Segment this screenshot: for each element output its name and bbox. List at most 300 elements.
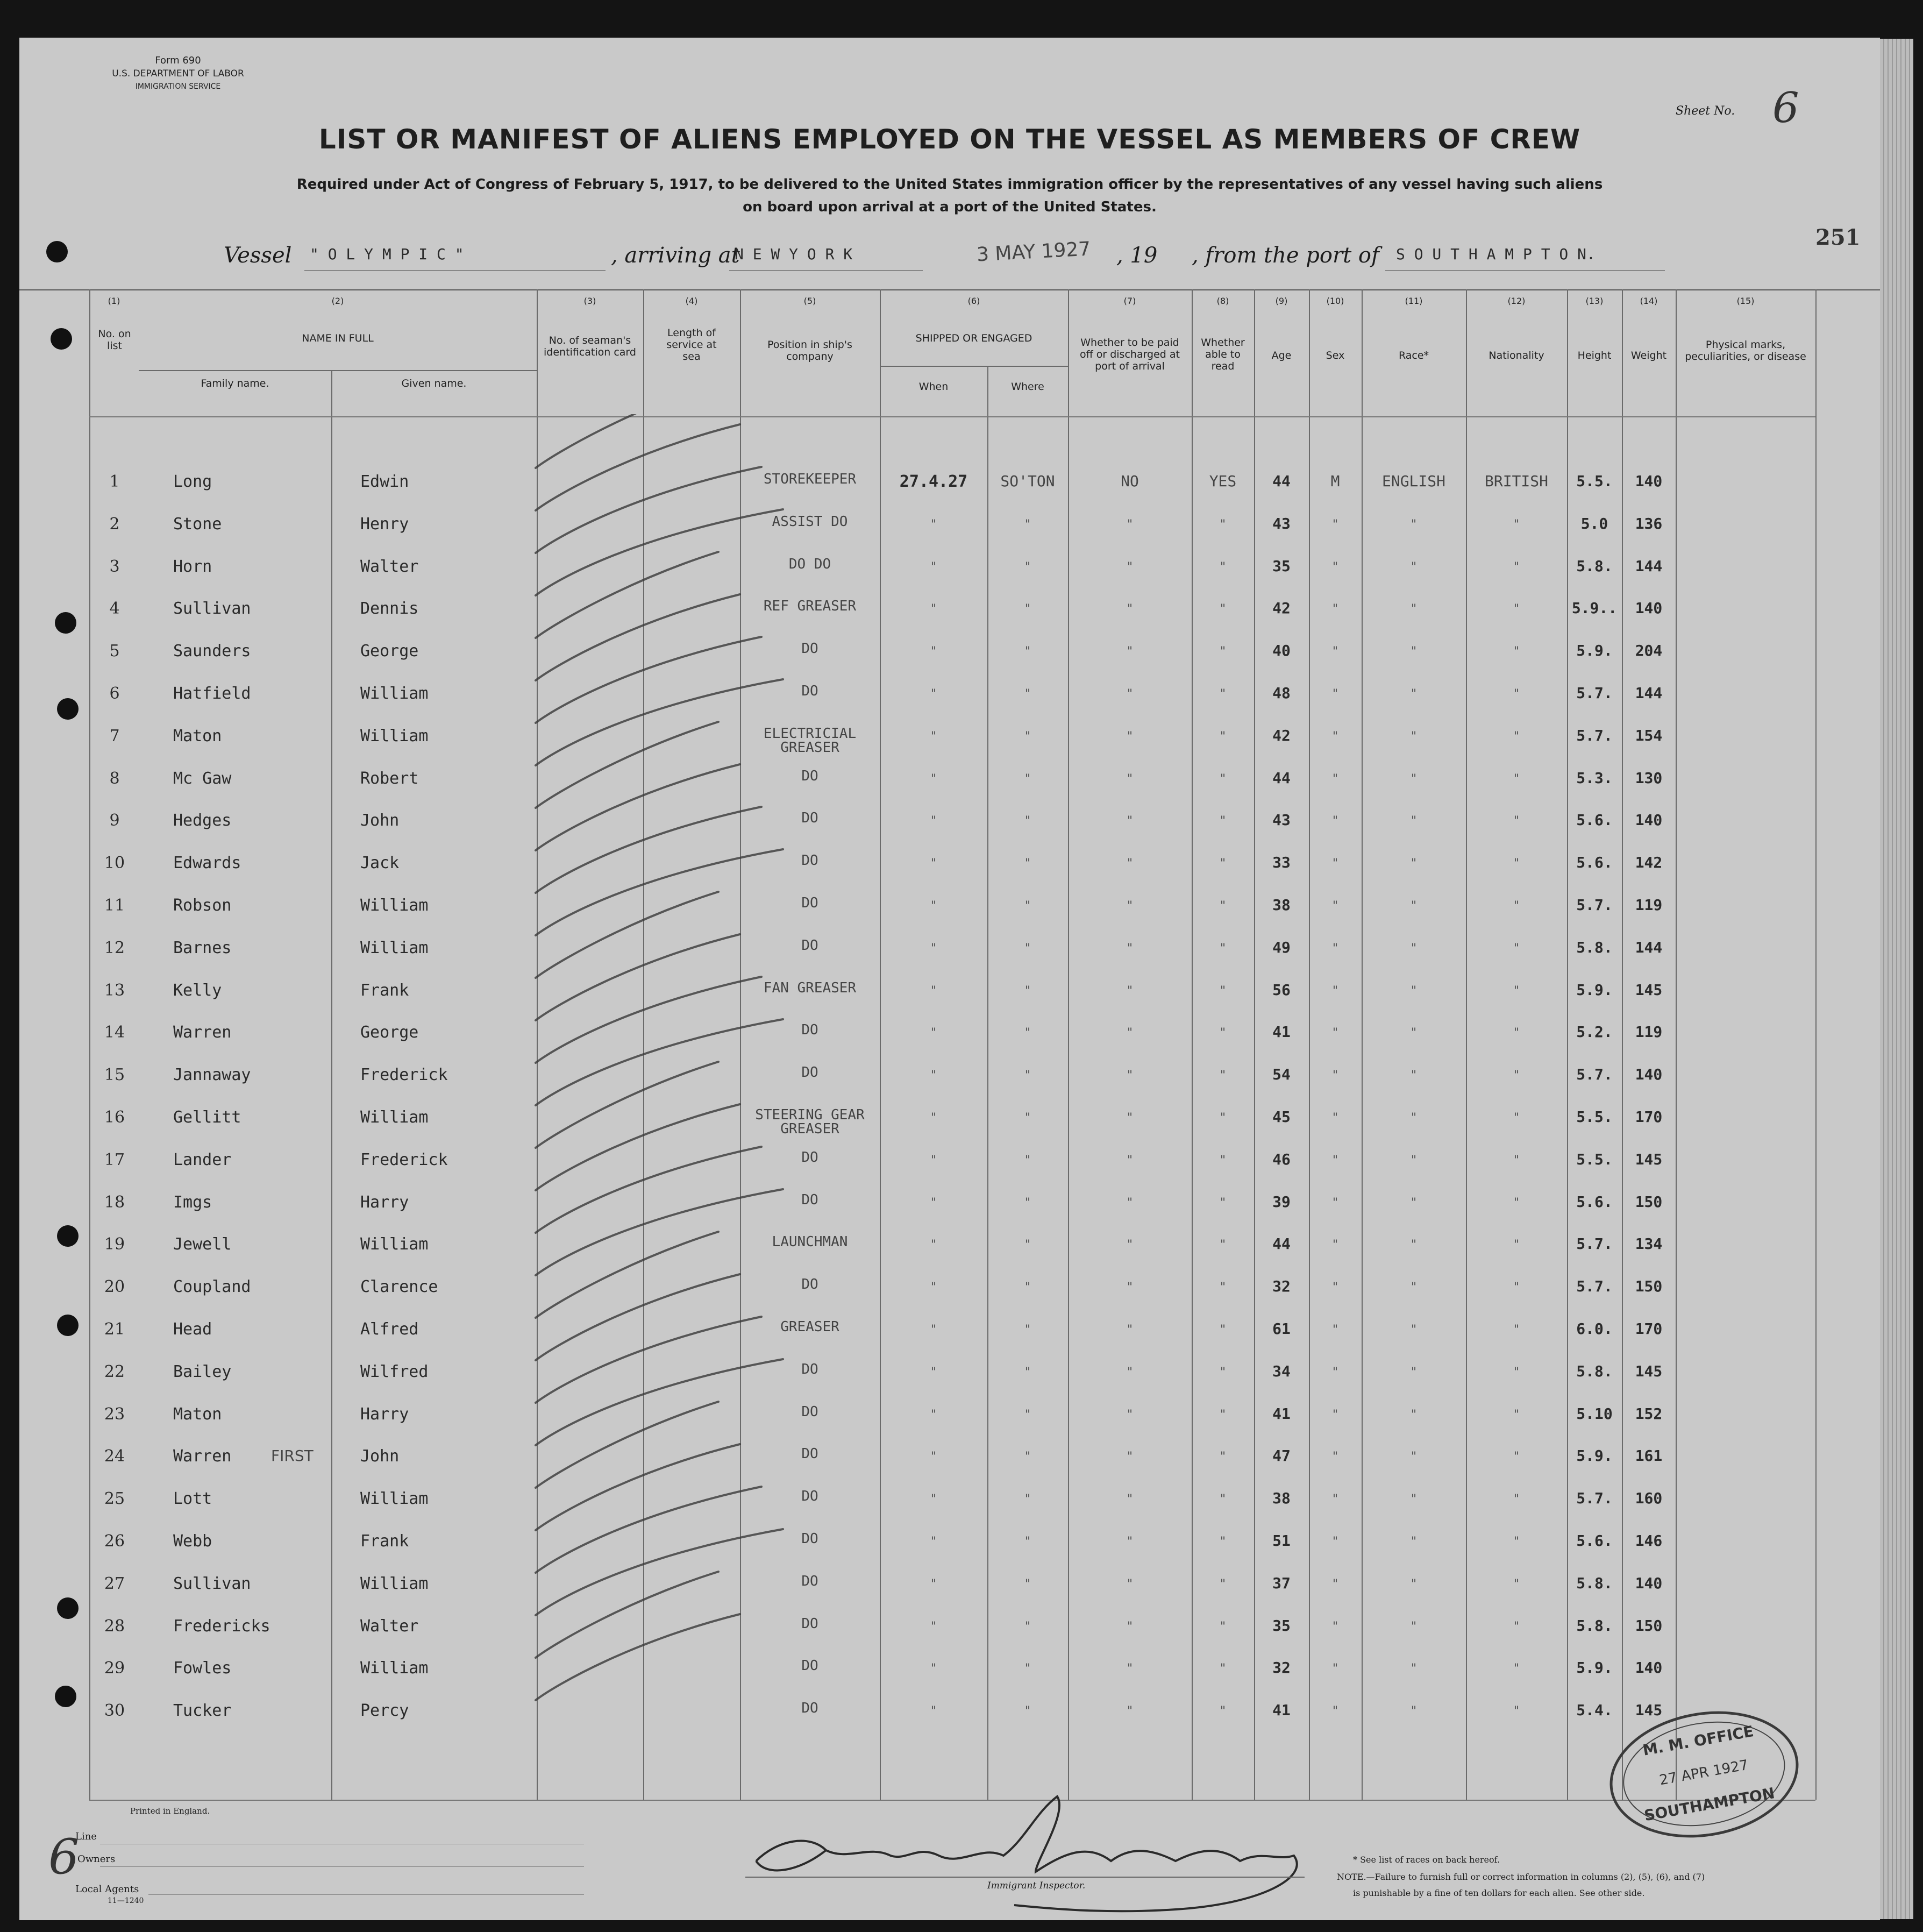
position: DO	[801, 1658, 818, 1674]
ditto-mark: "	[1219, 1111, 1227, 1125]
ditto-mark: "	[1126, 1535, 1134, 1549]
col-header-nationality: Nationality	[1488, 350, 1544, 361]
ditto-mark: "	[1410, 1620, 1418, 1633]
ditto-mark: "	[930, 1535, 937, 1549]
ditto-mark: "	[1126, 1238, 1134, 1252]
table-row	[19, 550, 1880, 592]
ditto-mark: "	[1024, 1365, 1031, 1379]
height: 5.6.	[1576, 1192, 1613, 1211]
ditto-mark: "	[930, 857, 937, 871]
ditto-mark: "	[1024, 729, 1031, 743]
position: DO	[801, 1700, 818, 1717]
nationality: BRITISH	[1484, 472, 1548, 490]
col-header-given: Given name.	[401, 378, 467, 389]
ditto-mark: "	[930, 772, 937, 786]
table-row	[19, 1609, 1880, 1651]
col-header-sex: Sex	[1326, 350, 1345, 361]
ditto-mark: "	[1513, 1323, 1520, 1337]
position: DO	[801, 937, 818, 954]
weight: 145	[1635, 1701, 1663, 1720]
col-header-no: No. on list	[98, 328, 131, 352]
date-stamp: 3 MAY 1927	[976, 238, 1092, 266]
height: 5.5.	[1576, 1108, 1613, 1126]
col-number: (7)	[1123, 296, 1136, 306]
ditto-mark: "	[1410, 1577, 1418, 1591]
row-number: 4	[109, 599, 120, 619]
ditto-mark: "	[1126, 1323, 1134, 1337]
ditto-mark: "	[930, 1662, 937, 1676]
ditto-mark: "	[930, 1450, 937, 1464]
ditto-mark: "	[1219, 517, 1227, 531]
arrival-port: N E W Y O R K	[735, 245, 853, 263]
ditto-mark: "	[1513, 729, 1520, 743]
footer-line	[148, 1894, 584, 1895]
ditto-mark: "	[1024, 941, 1031, 955]
table-row	[19, 1143, 1880, 1185]
family-name: Jannaway	[173, 1066, 251, 1085]
age: 44	[1272, 1235, 1291, 1253]
table-row	[19, 507, 1880, 549]
ditto-mark: "	[1126, 1365, 1134, 1379]
table-row	[19, 1524, 1880, 1566]
age: 39	[1272, 1192, 1291, 1211]
ditto-mark: "	[1410, 729, 1418, 743]
family-name: Coupland	[173, 1277, 251, 1297]
crew-table-body	[19, 38, 1880, 1920]
ditto-mark: "	[1219, 1620, 1227, 1633]
position: GREASER	[780, 1319, 839, 1335]
height: 5.7.	[1576, 1489, 1613, 1508]
col-number: (15)	[1736, 296, 1755, 306]
footer-line	[100, 1866, 584, 1867]
inspector-signature	[735, 1780, 1348, 1920]
position: REF GREASER	[763, 598, 857, 615]
ditto-mark: "	[1219, 857, 1227, 871]
sex: M	[1330, 472, 1340, 490]
ditto-mark: "	[1219, 1704, 1227, 1718]
family-name: Kelly	[173, 981, 222, 1000]
ditto-mark: "	[1410, 1662, 1418, 1676]
ditto-mark: "	[1513, 645, 1520, 659]
family-name: Bailey	[173, 1362, 232, 1381]
height: 5.7.	[1576, 1235, 1613, 1253]
height: 5.7.	[1576, 684, 1613, 702]
manifest-sheet	[19, 38, 1880, 1920]
weight: 119	[1635, 896, 1663, 914]
height: 5.8.	[1576, 557, 1613, 575]
ditto-mark: "	[1410, 1408, 1418, 1422]
ditto-mark: "	[1126, 729, 1134, 743]
height: 5.8.	[1576, 1574, 1613, 1592]
table-row	[19, 1397, 1880, 1439]
col-header-height: Height	[1577, 350, 1612, 361]
row-number: 21	[104, 1320, 125, 1339]
age: 35	[1272, 557, 1291, 575]
age: 41	[1272, 1701, 1291, 1720]
ditto-mark: "	[1024, 984, 1031, 998]
ditto-mark: "	[1410, 1196, 1418, 1210]
ditto-mark: "	[930, 687, 937, 701]
position: DO	[801, 1276, 818, 1293]
family-name: Maton	[173, 1404, 222, 1424]
height: 5.8.	[1576, 1362, 1613, 1380]
ditto-mark: "	[930, 1069, 937, 1083]
position: DO	[801, 1022, 818, 1039]
family-name: Fowles	[173, 1659, 232, 1678]
ditto-mark: "	[1513, 857, 1520, 871]
age: 34	[1272, 1362, 1291, 1380]
weight: 145	[1635, 981, 1663, 999]
ditto-mark: "	[1219, 1577, 1227, 1591]
weight: 144	[1635, 938, 1663, 956]
ditto-mark: "	[1331, 1704, 1339, 1718]
family-name: Stone	[173, 514, 222, 534]
col-header-name: NAME IN FULL	[302, 332, 374, 344]
form-number: Form 690	[155, 55, 201, 66]
ditto-mark: "	[930, 899, 937, 913]
ditto-mark: "	[1410, 814, 1418, 828]
col-number: (10)	[1326, 296, 1344, 306]
weight: 204	[1635, 642, 1663, 660]
age: 44	[1272, 769, 1291, 787]
weight: 154	[1635, 726, 1663, 744]
family-name: Warren	[173, 1023, 232, 1042]
given-name: William	[360, 684, 429, 703]
family-name: Saunders	[173, 642, 251, 661]
family-name: Sullivan	[173, 599, 251, 619]
ditto-mark: "	[930, 1153, 937, 1167]
ditto-mark: "	[1219, 1662, 1227, 1676]
position: ASSIST DO	[772, 513, 848, 530]
ditto-mark: "	[930, 1196, 937, 1210]
family-name: Webb	[173, 1532, 212, 1551]
signature-caption: Immigrant Inspector.	[987, 1880, 1086, 1891]
col-number: (3)	[583, 296, 596, 306]
age: 47	[1272, 1447, 1291, 1465]
col-header-paid-off: Whether to be paid off or discharged at port of arrival	[1079, 337, 1180, 372]
age: 43	[1272, 514, 1291, 532]
ditto-mark: "	[1513, 1365, 1520, 1379]
ditto-mark: "	[1410, 1111, 1418, 1125]
ditto-mark: "	[1410, 1704, 1418, 1718]
ditto-mark: "	[1410, 941, 1418, 955]
height: 5.5.	[1576, 472, 1613, 490]
ditto-mark: "	[1219, 1069, 1227, 1083]
given-name: William	[360, 1489, 429, 1509]
ditto-mark: "	[1331, 1365, 1339, 1379]
paid-off: NO	[1121, 472, 1139, 490]
ditto-mark: "	[1410, 1026, 1418, 1040]
ditto-mark: "	[1331, 645, 1339, 659]
department-name: U.S. DEPARTMENT OF LABOR	[112, 68, 244, 79]
weight: 150	[1635, 1277, 1663, 1296]
col-header-read: Whether able to read	[1201, 337, 1245, 372]
position: ELECTRICIAL GREASER	[763, 725, 857, 756]
height: 5.9.	[1576, 1659, 1613, 1677]
ditto-mark: "	[1219, 1196, 1227, 1210]
ditto-mark: "	[930, 1365, 937, 1379]
ditto-mark: "	[1024, 602, 1031, 616]
family-name: Warren	[173, 1447, 232, 1466]
ditto-mark: "	[1126, 1281, 1134, 1295]
ditto-mark: "	[930, 1577, 937, 1591]
ditto-mark: "	[1126, 941, 1134, 955]
ditto-mark: "	[1513, 560, 1520, 574]
col-number: (8)	[1216, 296, 1229, 306]
position: DO	[801, 1615, 818, 1632]
given-name: John	[360, 811, 400, 830]
family-name: Horn	[173, 557, 212, 576]
ditto-mark: "	[1410, 602, 1418, 616]
ditto-mark: "	[1410, 899, 1418, 913]
weight: 119	[1635, 1023, 1663, 1041]
family-name: Long	[173, 472, 212, 491]
ditto-mark: "	[930, 1704, 937, 1718]
ditto-mark: "	[1024, 1662, 1031, 1676]
height: 5.10	[1576, 1404, 1613, 1423]
weight: 150	[1635, 1616, 1663, 1635]
age: 51	[1272, 1532, 1291, 1550]
position: DO DO	[788, 556, 831, 572]
ditto-mark: "	[1513, 1662, 1520, 1676]
printed-note: Printed in England.	[130, 1806, 210, 1816]
agents-label: Local Agents	[75, 1884, 139, 1895]
height: 5.0	[1580, 514, 1608, 532]
age: 54	[1272, 1066, 1291, 1084]
ditto-mark: "	[1126, 1069, 1134, 1083]
ditto-mark: "	[1219, 899, 1227, 913]
weight: 142	[1635, 854, 1663, 872]
given-name: Harry	[360, 1192, 409, 1212]
ditto-mark: "	[1219, 1493, 1227, 1507]
given-name: Clarence	[360, 1277, 438, 1297]
margin-mark: 6	[48, 1829, 80, 1885]
row-number: 23	[104, 1404, 125, 1424]
row-number: 11	[104, 896, 125, 915]
col-number: (13)	[1585, 296, 1604, 306]
position: LAUNCHMAN	[772, 1234, 848, 1251]
arriving-label: , arriving at	[611, 243, 740, 268]
table-row	[19, 931, 1880, 973]
height: 5.7.	[1576, 896, 1613, 914]
ditto-mark: "	[1219, 602, 1227, 616]
given-name: Harry	[360, 1404, 409, 1424]
penalty-note-2: is punishable by a fine of ten dollars for each alien. See other side.	[1353, 1888, 1645, 1898]
ditto-mark: "	[1126, 1026, 1134, 1040]
ditto-mark: "	[1410, 1493, 1418, 1507]
weight: 140	[1635, 1574, 1663, 1592]
ditto-mark: "	[1024, 517, 1031, 531]
ditto-mark: "	[1126, 1450, 1134, 1464]
col-number: (14)	[1640, 296, 1658, 306]
age: 43	[1272, 811, 1291, 829]
line-label: Line	[75, 1831, 97, 1842]
position: STEERING GEAR GREASER	[755, 1107, 865, 1137]
family-name: Lott	[173, 1489, 212, 1509]
weight: 140	[1635, 1659, 1663, 1677]
given-name: Walter	[360, 1616, 419, 1636]
weight: 130	[1635, 769, 1663, 787]
given-name: George	[360, 1023, 419, 1042]
weight: 144	[1635, 557, 1663, 575]
ditto-mark: "	[1219, 729, 1227, 743]
shipped-when: 27.4.27	[899, 472, 968, 491]
ditto-mark: "	[1410, 1069, 1418, 1083]
weight: 161	[1635, 1447, 1663, 1465]
given-name: William	[360, 1574, 429, 1593]
ditto-mark: "	[1331, 1535, 1339, 1549]
ditto-mark: "	[1024, 1408, 1031, 1422]
row-number: 2	[109, 514, 120, 534]
ditto-mark: "	[1219, 772, 1227, 786]
row-number: 26	[104, 1532, 125, 1551]
ditto-mark: "	[1331, 1450, 1339, 1464]
age: 56	[1272, 981, 1291, 999]
weight: 134	[1635, 1235, 1663, 1253]
given-name: William	[360, 1108, 429, 1127]
row-number: 28	[104, 1616, 125, 1636]
row-number: 5	[109, 642, 120, 661]
ditto-mark: "	[1513, 602, 1520, 616]
ditto-mark: "	[1219, 984, 1227, 998]
age: 48	[1272, 684, 1291, 702]
col-number: (1)	[108, 296, 120, 306]
ditto-mark: "	[1219, 1408, 1227, 1422]
ditto-mark: "	[1513, 899, 1520, 913]
ditto-mark: "	[1410, 984, 1418, 998]
family-name: Mc Gaw	[173, 769, 232, 788]
height: 5.6.	[1576, 811, 1613, 829]
ditto-mark: "	[1126, 560, 1134, 574]
ditto-mark: "	[1331, 772, 1339, 786]
ditto-mark: "	[1024, 1535, 1031, 1549]
ditto-mark: "	[1513, 1281, 1520, 1295]
ditto-mark: "	[1126, 602, 1134, 616]
ditto-mark: "	[1024, 1450, 1031, 1464]
row-number: 9	[109, 811, 120, 830]
row-number: 27	[104, 1574, 125, 1593]
col-header-race: Race*	[1398, 350, 1429, 361]
year-label: , 19	[1116, 243, 1158, 268]
table-row	[19, 846, 1880, 888]
ditto-mark: "	[1024, 772, 1031, 786]
ditto-mark: "	[1219, 687, 1227, 701]
col-number: (4)	[685, 296, 698, 306]
form-code: 11—1240	[108, 1897, 144, 1905]
position: DO	[801, 1191, 818, 1208]
given-name: William	[360, 938, 429, 957]
ditto-mark: "	[1219, 1535, 1227, 1549]
stamp-date: 27 APR 1927	[1658, 1757, 1750, 1789]
ditto-mark: "	[1513, 1196, 1520, 1210]
table-row	[19, 1651, 1880, 1693]
departure-port: S O U T H A M P T O N.	[1396, 245, 1596, 263]
height: 5.9..	[1571, 599, 1618, 617]
race: ENGLISH	[1381, 472, 1445, 490]
ditto-mark: "	[1410, 1153, 1418, 1167]
stamp-bottom: SOUTHAMPTON	[1642, 1784, 1776, 1825]
row-number: 17	[104, 1150, 125, 1169]
table-row	[19, 1270, 1880, 1312]
ditto-mark: "	[1024, 1196, 1031, 1210]
ditto-mark: "	[1024, 1111, 1031, 1125]
ditto-mark: "	[1126, 687, 1134, 701]
ditto-mark: "	[1126, 1153, 1134, 1167]
given-name: Frank	[360, 1532, 409, 1551]
family-name: Barnes	[173, 938, 232, 957]
ditto-mark: "	[1024, 899, 1031, 913]
family-name: Robson	[173, 896, 232, 915]
ditto-mark: "	[1126, 772, 1134, 786]
ditto-mark: "	[1331, 1111, 1339, 1125]
ditto-mark: "	[1126, 645, 1134, 659]
given-name: William	[360, 1659, 429, 1678]
ditto-mark: "	[1126, 1577, 1134, 1591]
manifest-title: LIST OR MANIFEST OF ALIENS EMPLOYED ON THE VESSEL AS MEMBERS OF CREW	[318, 124, 1581, 155]
age: 45	[1272, 1108, 1291, 1126]
ditto-mark: "	[1024, 1238, 1031, 1252]
ditto-mark: "	[1126, 1196, 1134, 1210]
position: DO	[801, 1446, 818, 1462]
given-name: Jack	[360, 854, 400, 873]
penalty-note-1: NOTE.—Failure to furnish full or correct information in columns (2), (5), (6), and (7)	[1337, 1872, 1705, 1882]
ditto-mark: "	[1331, 729, 1339, 743]
ditto-mark: "	[1219, 1238, 1227, 1252]
stamp-top: M. M. OFFICE	[1641, 1722, 1755, 1759]
ditto-mark: "	[1410, 1238, 1418, 1252]
given-name: Edwin	[360, 472, 409, 491]
row-number: 24	[104, 1447, 125, 1466]
ditto-mark: "	[1331, 1493, 1339, 1507]
ditto-mark: "	[1126, 1111, 1134, 1125]
ditto-mark: "	[1410, 1365, 1418, 1379]
ditto-mark: "	[1126, 814, 1134, 828]
position: DO	[801, 1403, 818, 1420]
weight: 145	[1635, 1362, 1663, 1380]
vessel-label: Vessel	[224, 243, 292, 268]
ditto-mark: "	[1024, 1153, 1031, 1167]
height: 5.4.	[1576, 1701, 1613, 1720]
row-number: 1	[109, 472, 120, 491]
col-header-physical: Physical marks, peculiarities, or disease	[1685, 339, 1806, 363]
position: DO	[801, 895, 818, 911]
col-header-when: When	[918, 381, 949, 393]
ditto-mark: "	[930, 1408, 937, 1422]
given-name: George	[360, 642, 419, 661]
table-row	[19, 1227, 1880, 1269]
table-row	[19, 974, 1880, 1015]
ditto-mark: "	[1410, 1281, 1418, 1295]
age: 61	[1272, 1320, 1291, 1338]
from-label: , from the port of	[1192, 243, 1379, 268]
weight: 146	[1635, 1532, 1663, 1550]
ditto-mark: "	[1219, 645, 1227, 659]
col-header-where: Where	[1011, 381, 1044, 393]
weight: 136	[1635, 514, 1663, 532]
family-name: Head	[173, 1320, 212, 1339]
family-name: Gellitt	[173, 1108, 241, 1127]
ditto-mark: "	[1331, 517, 1339, 531]
given-name: Henry	[360, 514, 409, 534]
height: 5.6.	[1576, 854, 1613, 872]
height: 5.6.	[1576, 1532, 1613, 1550]
ditto-mark: "	[930, 941, 937, 955]
age: 33	[1272, 854, 1291, 872]
weight: 170	[1635, 1320, 1663, 1338]
ditto-mark: "	[1024, 1026, 1031, 1040]
row-number: 20	[104, 1277, 125, 1297]
ditto-mark: "	[1126, 1493, 1134, 1507]
